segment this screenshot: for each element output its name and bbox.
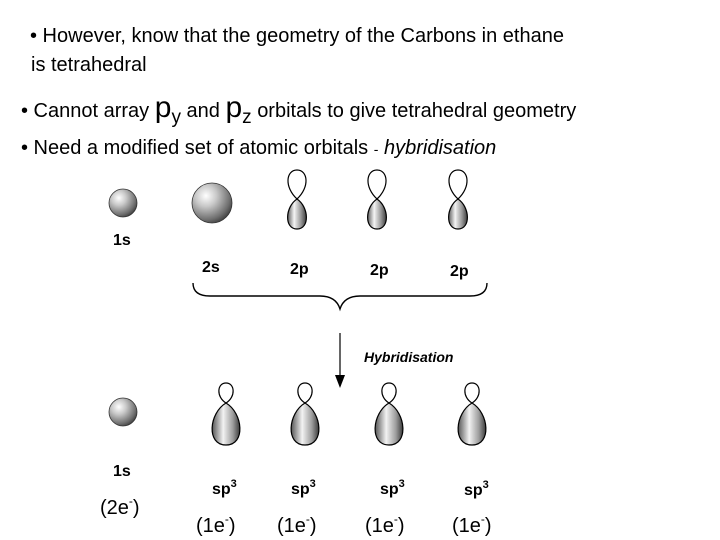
count-close: ) bbox=[397, 515, 405, 537]
bullet-dash: - bbox=[373, 141, 379, 157]
sp3-base: sp bbox=[380, 481, 399, 498]
p-symbol-y: p bbox=[154, 91, 172, 124]
orbital-sp3-3 bbox=[375, 383, 403, 445]
label-2p-3: 2p bbox=[450, 263, 469, 280]
orbital-2p-2 bbox=[368, 170, 387, 229]
sp3-base: sp bbox=[464, 482, 483, 499]
sp3-exponent: 3 bbox=[230, 478, 237, 490]
label-sp3-3 bbox=[380, 478, 405, 499]
electron-count-sp3-2 bbox=[277, 512, 317, 538]
count-charge: - bbox=[305, 512, 310, 526]
label-sp3-1 bbox=[212, 478, 237, 499]
bullet-cannot-text: • Cannot array bbox=[21, 100, 150, 122]
bullet-geometry-line1: • However, know that the geometry of the Carbons in ethane bbox=[30, 25, 564, 47]
hybridisation-label: Hybridisation bbox=[364, 349, 454, 365]
sp3-base: sp bbox=[212, 481, 231, 498]
electron-count-sp3-1 bbox=[196, 512, 236, 538]
orbital-1s-top bbox=[109, 189, 137, 217]
count-charge: - bbox=[128, 494, 133, 508]
sp3-exponent: 3 bbox=[309, 478, 316, 490]
bullet-orbitals-text: orbitals to give tetrahedral geometry bbox=[257, 100, 577, 122]
label-2p-2: 2p bbox=[370, 262, 389, 279]
sp3-base: sp bbox=[291, 481, 310, 498]
count-number: (1e bbox=[196, 515, 225, 537]
grouping-brace bbox=[193, 283, 487, 309]
orbital-2p-3 bbox=[449, 170, 468, 229]
count-close: ) bbox=[132, 497, 140, 519]
bullet-hybridisation-term: hybridisation bbox=[383, 137, 497, 159]
orbital-2p-1 bbox=[288, 170, 307, 229]
orbital-sp3-4 bbox=[458, 383, 486, 445]
count-charge: - bbox=[393, 512, 398, 526]
count-number: (2e bbox=[100, 497, 129, 519]
orbital-sp3-1 bbox=[212, 383, 240, 445]
orbital-2s-top bbox=[192, 183, 232, 223]
subscript-z: z bbox=[242, 107, 252, 128]
orbital-sp3-2 bbox=[291, 383, 319, 445]
label-2p-1: 2p bbox=[290, 261, 309, 278]
bullet-geometry-line2: is tetrahedral bbox=[31, 54, 147, 76]
count-number: (1e bbox=[277, 515, 306, 537]
orbital-1s-bottom bbox=[109, 398, 137, 426]
electron-count-1s bbox=[100, 494, 140, 520]
hybridisation-arrow-head bbox=[335, 375, 345, 388]
electron-count-sp3-4 bbox=[452, 512, 492, 538]
label-1s-top: 1s bbox=[113, 232, 131, 249]
subscript-y: y bbox=[171, 107, 181, 128]
label-2s: 2s bbox=[202, 259, 220, 276]
electron-count-sp3-3 bbox=[365, 512, 405, 538]
label-sp3-4 bbox=[464, 479, 489, 500]
label-1s-bottom: 1s bbox=[113, 463, 131, 480]
p-symbol-z: p bbox=[225, 91, 243, 124]
bullet-modified-text: • Need a modified set of atomic orbitals bbox=[21, 137, 369, 159]
sp3-exponent: 3 bbox=[398, 478, 405, 490]
count-close: ) bbox=[228, 515, 236, 537]
count-close: ) bbox=[309, 515, 317, 537]
label-sp3-2 bbox=[291, 478, 316, 499]
count-number: (1e bbox=[452, 515, 481, 537]
count-close: ) bbox=[484, 515, 492, 537]
count-charge: - bbox=[224, 512, 229, 526]
count-number: (1e bbox=[365, 515, 394, 537]
count-charge: - bbox=[480, 512, 485, 526]
bullet-and-text: and bbox=[186, 100, 220, 122]
sp3-exponent: 3 bbox=[482, 479, 489, 491]
